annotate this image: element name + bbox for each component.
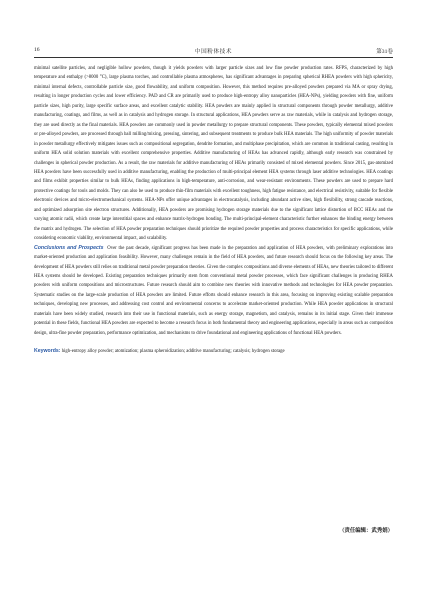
keywords-line <box>34 347 393 356</box>
conclusions-label: Conclusions and Prospects <box>34 244 104 251</box>
keywords-text: high-entropy alloy powder; atomization; plasma spheroidization; additive manufacturing; catalysis; hydrogen storage <box>61 349 285 355</box>
conclusions-text: Over the past decade, significant progress has been made in the preparation and application of HEA powders, with preliminary explorations into market-oriented production and application feasibility. However, many challenges remain in the field of HEA powders, and future research should focus on the following key areas. The development of HEA powders still relies on traditional metal powder preparation theories. Given the complex compositions and diverse elements of HEAs, new theories tailored to different HEA systems should be developed. Existing preparation techniques primarily stem from conventional metal powder processes, which face significant challenges in producing RHEA powders with uniform compositions and microstructures. Future research should aim to combine new theories with innovative methods and technologies for HEA powder preparation. Systematic studies on the large-scale production of HEA powders are limited. Future efforts should enhance research in this area, focusing on improving existing scalable preparation techniques, developing new processes, and addressing cost control and environmental concerns to accelerate market-oriented production. While HEA powder applications in structural materials have been widely studied, research into their use in functional materials, such as energy storage, magnetism, and catalysis, remains in its initial stage. Given their immense potential in these fields, functional HEA powders are expected to become a research focus in both fundamental theory and engineering applications, especially in areas such as composition design, ultra-fine powder preparation, performance optimization, and mechanisms to drive foundational and engineering applications of functional HEA powders. <box>34 245 393 336</box>
body-paragraph: minimal satellite particles, and negligible hollow powders, though it yields powders with larger particle sizes and low fine powder production rates. RFPS, characterized by high temperature and enthalpy (>8000 °C), large plasma torches, and controllable plasma atmospheres, has significant advantages in preparing spherical RHEA powders with high sphericity, minimal internal defects, controllable particle size, good flowability, and uniform composition. However, this method requires pre-alloyed powders prepared via MA or spray drying, resulting in longer production cycles and lower efficiency. PAD and CR are primarily used to produce high-entropy alloy nanoparticles (HEA-NPs), yielding powders with fine, uniform particle sizes, high purity, large specific surface areas, and excellent catalytic stability. HEA powders are mainly applied in structural components through powder metallurgy, additive manufacturing, coatings, and films, as well as in catalysis and hydrogen storage. In structural applications, HEA powders serve as raw materials, while in catalysis and hydrogen storage, they are used directly as the final materials. HEA powders are commonly used in powder metallurgy to prepare structural components. These powders, typically elemental mixed powders or pre-alloyed powders, are processed through ball milling/mixing, pressing, sintering, and subsequent treatments to produce bulk HEA materials. The high uniformity of powder materials in powder metallurgy effectively mitigates issues such as compositional segregation, dendrite formation, and multiphase precipitation, which are common in traditional casting, resulting in uniform HEA solid solution materials with excellent comprehensive properties. Additive manufacturing of HEAs has advanced rapidly, although early research was constrained by challenges in spherical powder production. As a result, the raw materials for additive manufacturing of HEAs primarily consisted of mixed elemental powders. Since 2015, gas-atomized HEA powders have been successfully used in additive manufacturing, enabling the production of multi-principal element HEA systems through laser additive technologies. HEA coatings and films exhibit properties similar to bulk HEAs, finding applications in high-temperature, anti-corrosion, and wear-resistant environments. These powders are used to prepare hard protective coatings for tools and molds. They can also be used to produce thin-film materials with excellent toughness, high fatigue resistance, and electrical resistivity, suitable for flexible electronic devices and micro-electromechanical systems. HEA-NPs offer unique advantages in electrocatalysis, including abundant active sites, high flexibility, strong cascade reactions, and optimized adsorption site electron structures. Additionally, HEA powders are promising hydrogen storage materials due to the significant lattice distortion of BCC HEAs and the varying atomic radii, which create large interstitial spaces and enhance matrix-hydrogen bonding. The multi-principal-element characteristic further enhances the binding energy between the matrix and hydrogen. The selection of HEA powder preparation techniques should prioritize the required powder properties and process characteristics for specific applications, while considering economic viability, environmental impact, and scalability. <box>34 66 393 242</box>
running-header <box>34 47 393 57</box>
header-rule <box>34 57 393 58</box>
editor-note: （责任编辑：武秀娟） <box>339 528 393 534</box>
keywords-label: Keywords: <box>34 348 61 355</box>
page-number: 16 <box>34 47 40 53</box>
conclusions-paragraph <box>34 244 393 339</box>
journal-name: 中国粉体技术 <box>194 49 233 55</box>
article-body <box>34 64 393 357</box>
volume-number: 第31卷 <box>376 49 393 55</box>
